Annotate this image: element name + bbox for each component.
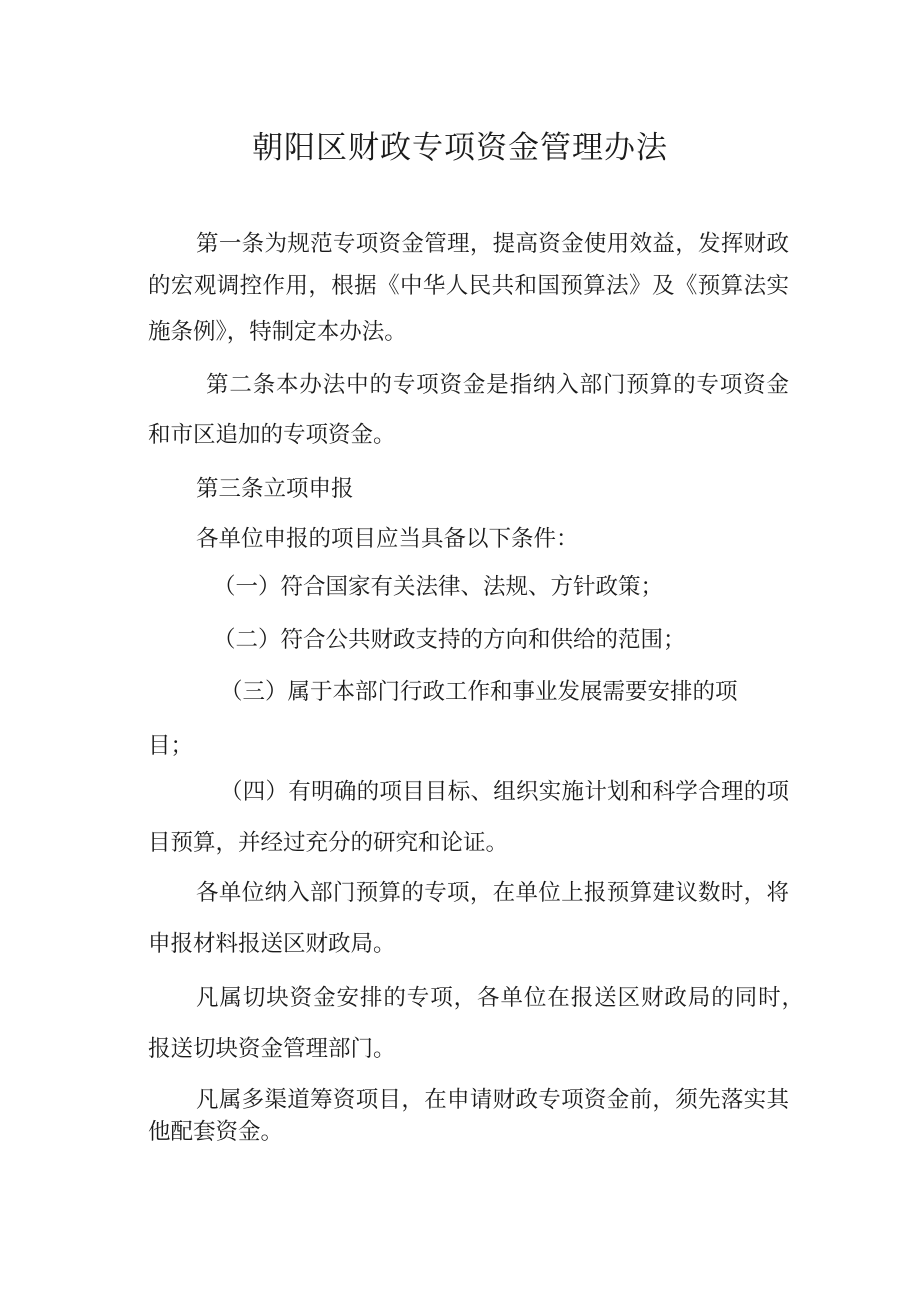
list-item-continuation: 目预算，并经过充分的研究和论证。 [148,830,509,856]
section-heading: 第三条立项申报 [196,476,354,502]
document-title: 朝阳区财政专项资金管理办法 [252,130,668,166]
paragraph-line: 凡属切块资金安排的专项，各单位在报送区财政局的同时， [196,985,804,1011]
list-item: （二）符合公共财政支持的方向和供给的范围； [213,627,686,653]
list-item: （一）符合国家有关法律、法规、方针政策； [213,574,664,600]
paragraph-line: 他配套资金。 [148,1119,284,1145]
list-item-continuation: 目； [148,733,194,759]
list-item: （四）有明确的项目目标、组织实施计划和科学合理的项 [220,779,789,805]
paragraph-line: 报送切块资金管理部门。 [148,1036,396,1062]
paragraph-line: 凡属多渠道筹资项目，在申请财政专项资金前，须先落实其 [196,1087,789,1113]
paragraph-line: 第一条为规范专项资金管理，提高资金使用效益，发挥财政 [196,231,789,257]
paragraph-line: 和市区追加的专项资金。 [148,422,396,448]
paragraph-line: 施条例》，特制定本办法。 [148,319,407,345]
paragraph-line: 第二条本办法中的专项资金是指纳入部门预算的专项资金 [206,372,789,398]
list-item: （三）属于本部门行政工作和事业发展需要安排的项 [220,679,738,705]
paragraph-line: 各单位申报的项目应当具备以下条件： [196,526,579,552]
paragraph-line: 的宏观调控作用，根据《中华人民共和国预算法》及《预算法实 [148,273,789,299]
paragraph-line: 申报材料报送区财政局。 [148,931,396,957]
paragraph-line: 各单位纳入部门预算的专项，在单位上报预算建议数时，将 [196,880,789,906]
